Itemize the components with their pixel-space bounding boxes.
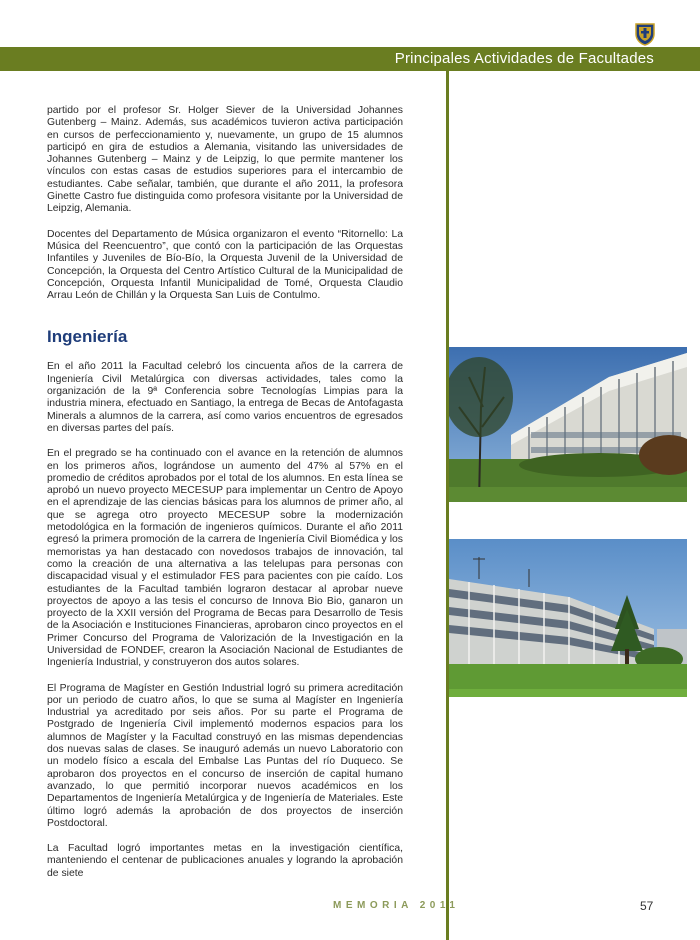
paragraph-3: En el año 2011 la Facultad celebró los cincuenta años de la carrera de Ingeniería Civil Metalúrgica con diversas actividades, tales como la organización de la 9ª Conferencia sobre Tecnologías Limpias para la industria minera, efectuado en Santiago, la entrega de Becas de Antofagasta Minerals a alumnos de la carrera, así como varios encuentros de egresados en diversas partes del país. [47,361,403,434]
building-photo-2 [449,539,687,697]
paragraph-2: Docentes del Departamento de Música organizaron el evento “Ritornello: La Música del Reencuentro”, que contó con la participación de las Orquestas Infantiles y Juveniles de Bío-Bío, la Orquesta Juvenil de la Universidad de Concepción, la Orquesta del Centro Artístico Cultural de la Municipalidad de Concepción, Orquesta Infantil Municipalidad de Tomé, Orquesta Claudio Arrau León de Chillán y la Orquesta San Luis de Contulmo. [47,228,403,302]
page-number: 57 [640,899,654,913]
paragraph-5: El Programa de Magíster en Gestión Industrial logró su primera acreditación por un periodo de cuatro años, lo que se suma al Magíster en Ingeniería Industrial ya acreditado por seis años. Por su parte el Programa de Postgrado de Ingeniería Civil implementó modernos espacios para los alumnos de Magíster y la Facultad construyó en las mismas dependencias dos nuevas salas de clases. Se inauguró además un nuevo Laboratorio con un modelo físico a escala del Embalse Las Puntas del río Duqueco. Se aprobaron dos proyectos en el concurso de inserción de capital humano avanzado, lo que permitió incorporar nuevos académicos en los Departamentos de Ingeniería Metalúrgica y de Ingeniería de Materiales. Este último logró además la aprobación de dos proyectos de inserción Postdoctoral. [47,682,403,829]
section-header-bar [0,47,700,71]
building-photo-1 [449,347,687,502]
publication-name: MEMORIA 2011 [333,900,460,911]
main-text-column [47,105,403,880]
section-heading: Ingeniería [47,327,128,347]
paragraph-4: En el pregrado se ha continuado con el avance en la retención de alumnos en los primeros años, lográndose un aumento del 47% al 57% en el promedio de créditos aprobados por el total de los alumnos. En esta línea se aprobó un nuevo proyecto MECESUP para implementar un Centro de Apoyo en el aprendizaje de las ciencias básicas para los alumnos de primer año, al que se agrega otro proyecto MECESUP sobre la modernización metodológica en la formación de ingenieros químicos. Durante el año 2011 egresó la primera promoción de la carrera de Ingeniería Civil Biomédica y los memoristas ya han destacado con novedosos trabajos de innovación, tal como la creación de una alternativa a las telelupas para personas con discapacidad visual y el estimulador FES para pacientes con pie caído. Los estudiantes de la Facultad también lograron destacar al aprobar nueve proyectos de apoyo a las tesis el concurso de Innova Bio Bio, ganaron un proyecto de la XXII versión del Programa de Becas para Desarrollo de Tesis de la Asociación e Instituciones Financieras, aprobaron cinco proyectos en el Primer Concurso del Programa de Valorización de la Investigación en la Universidad de FONDEF, crearon la Asociación Nacional de Estudiantes de Ingeniería Industrial, y construyeron dos autos solares. [47,448,403,669]
university-crest-icon [634,22,656,46]
section-title: Principales Actividades de Facultades [394,50,654,67]
column-divider [446,71,449,940]
paragraph-1: partido por el profesor Sr. Holger Siever de la Universidad Johannes Gutenberg – Mainz. Además, sus académicos tuvieron activa participación en cursos de perfeccionamiento y, nuevamente, un grupo de 15 alumnos participó en gira de estudios a Alemania, visitando las universidades de Johannes Gutenberg – Mainz y de Leipzig, lo que permite mantener los vínculos con estas casas de estudios superiores para el intercambio de estudiantes. Cabe señalar, también, que durante el año 2011, la profesora Ginette Castro fue distinguida como profesora visitante por la Universidad de Leipzig, Alemania. [47,105,403,215]
paragraph-6: La Facultad logró importantes metas en la investigación científica, manteniendo el centenar de publicaciones anuales y logrando la aprobación de siete [47,843,403,879]
